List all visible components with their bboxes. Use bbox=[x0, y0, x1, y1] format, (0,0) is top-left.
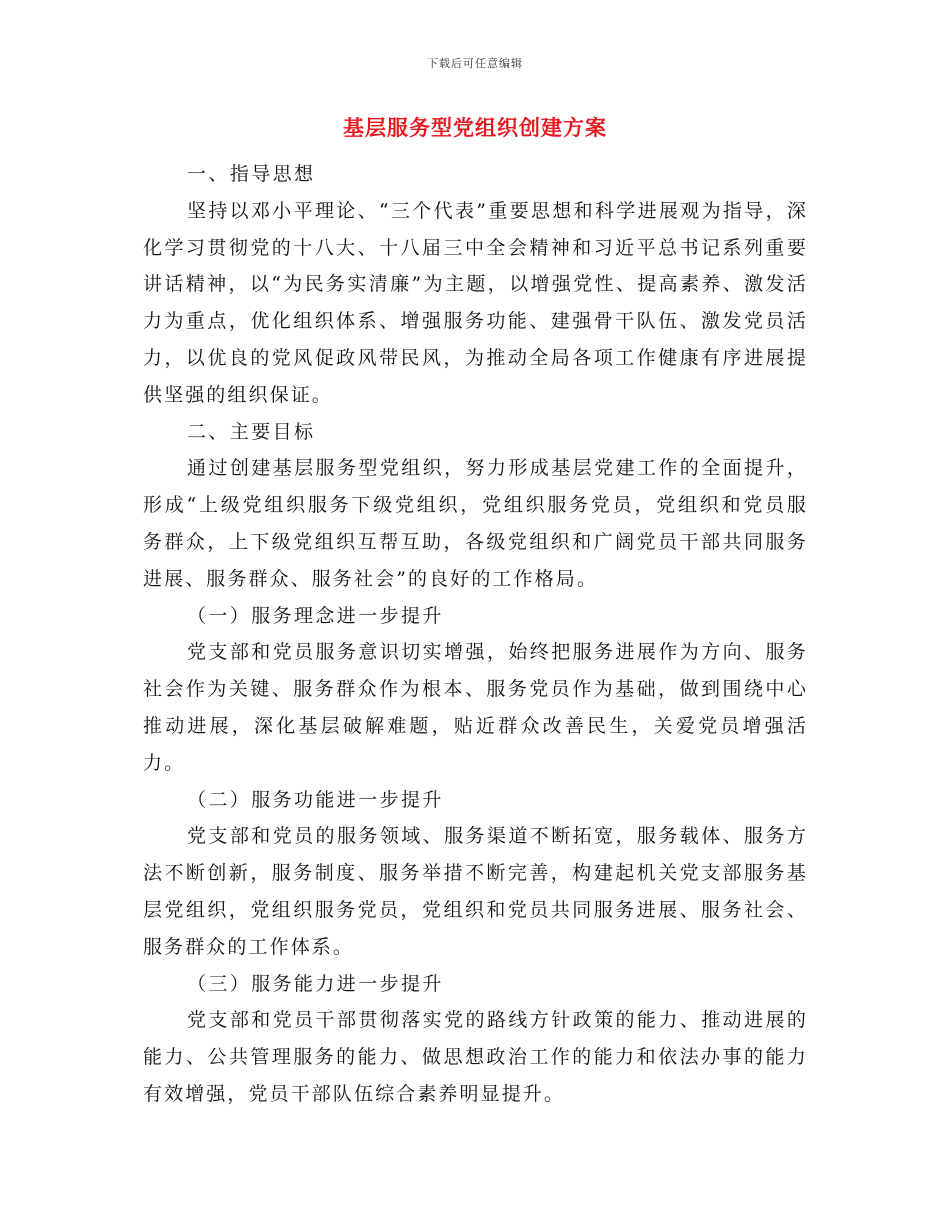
document-title: 基层服务型党组织创建方案 bbox=[343, 115, 607, 140]
paragraph-service-ability: 党支部和党员干部贯彻落实党的路线方针政策的能力、推动进展的能力、公共管理服务的能力、做思想政治工作的能力和依法办事的能力有效增强，党员干部队伍综合素养明显提升。 bbox=[143, 1009, 808, 1105]
paragraph-service-function: 党支部和党员的服务领域、服务渠道不断拓宽，服务载体、服务方法不断创新，服务制度、服务举措不断完善，构建起机关党支部服务基层党组织，党组织服务党员，党组织和党员共同服务进展、服务社会、服务群众的工作体系。 bbox=[143, 825, 808, 958]
document-body bbox=[143, 156, 808, 1113]
subheading-service-concept: （一）服务理念进一步提升 bbox=[187, 604, 444, 627]
paragraph-main-goals: 通过创建基层服务型党组织，努力形成基层党建工作的全面提升，形成“上级党组织服务下级党组织，党组织服务党员，党组织和党员服务群众，上下级党组织互帮互助，各级党组织和广阔党员干部共同服务进展、服务群众、服务社会”的良好的工作格局。 bbox=[143, 457, 808, 590]
subheading-service-ability: （三）服务能力进一步提升 bbox=[187, 972, 444, 995]
section-heading-guiding-ideology: 一、指导思想 bbox=[187, 163, 316, 185]
section-heading-main-goals: 二、主要目标 bbox=[187, 420, 316, 443]
subheading-service-function: （二）服务功能进一步提升 bbox=[187, 788, 444, 811]
header-note: 下载后可任意编辑 bbox=[427, 57, 523, 70]
paragraph-guiding-ideology: 坚持以邓小平理论、“三个代表”重要思想和科学进展观为指导，深化学习贯彻党的十八大、十八届三中全会精神和习近平总书记系列重要讲话精神，以“为民务实清廉”为主题，以增强党性、提高素养、激发活力为重点，优化组织体系、增强服务功能、建强骨干队伍、激发党员活力，以优良的党风促政风带民风，为推动全局各项工作健康有序进展提供坚强的组织保证。 bbox=[143, 199, 808, 406]
paragraph-service-concept: 党支部和党员服务意识切实增强，始终把服务进展作为方向、服务社会作为关键、服务群众作为根本、服务党员作为基础，做到围绕中心推动进展，深化基层破解难题，贴近群众改善民生，关爱党员增强活力。 bbox=[143, 641, 808, 774]
